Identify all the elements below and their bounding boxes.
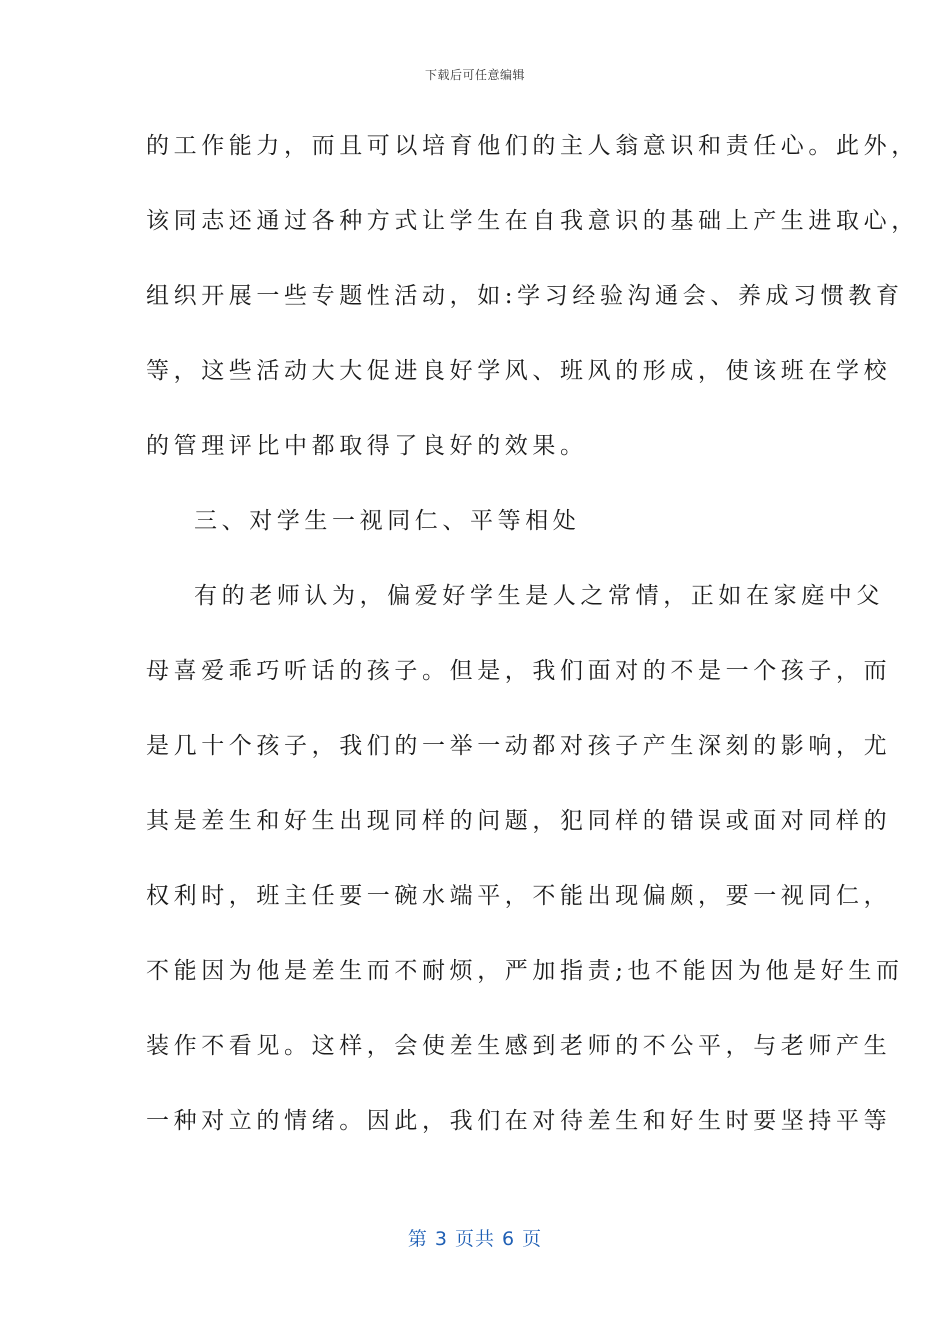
body-line: 的管理评比中都取得了良好的效果。: [146, 433, 588, 459]
body-line: 装作不看见。这样，会使差生感到老师的不公平，与老师产生: [146, 1033, 892, 1059]
body-line: 组织开展一些专题性活动，如:学习经验沟通会、养成习惯教育: [146, 283, 904, 309]
page-header-note: 下载后可任意编辑: [424, 68, 525, 82]
body-line: 一种对立的情绪。因此，我们在对待差生和好生时要坚持平等: [146, 1108, 892, 1134]
section-heading: 三、对学生一视同仁、平等相处: [194, 508, 581, 534]
body-line: 该同志还通过各种方式让学生在自我意识的基础上产生进取心，: [146, 208, 919, 234]
body-line: 权利时，班主任要一碗水端平，不能出现偏颇，要一视同仁，: [146, 883, 892, 909]
body-line: 有的老师认为，偏爱好学生是人之常情，正如在家庭中父: [194, 583, 884, 609]
body-line: 母喜爱乖巧听话的孩子。但是，我们面对的不是一个孩子，而: [146, 658, 892, 684]
page-number-label: 第 3 页共 6 页: [407, 1228, 543, 1250]
body-line: 的工作能力，而且可以培育他们的主人翁意识和责任心。此外，: [146, 133, 919, 159]
body-line: 其是差生和好生出现同样的问题，犯同样的错误或面对同样的: [146, 808, 892, 834]
body-line: 等，这些活动大大促进良好学风、班风的形成，使该班在学校: [146, 358, 892, 384]
body-line: 不能因为他是差生而不耐烦，严加指责;也不能因为他是好生而: [146, 958, 904, 984]
page-footer: [0, 1224, 950, 1251]
document-body: [146, 116, 919, 1166]
body-line: 是几十个孩子，我们的一举一动都对孩子产生深刻的影响，尤: [146, 733, 892, 759]
